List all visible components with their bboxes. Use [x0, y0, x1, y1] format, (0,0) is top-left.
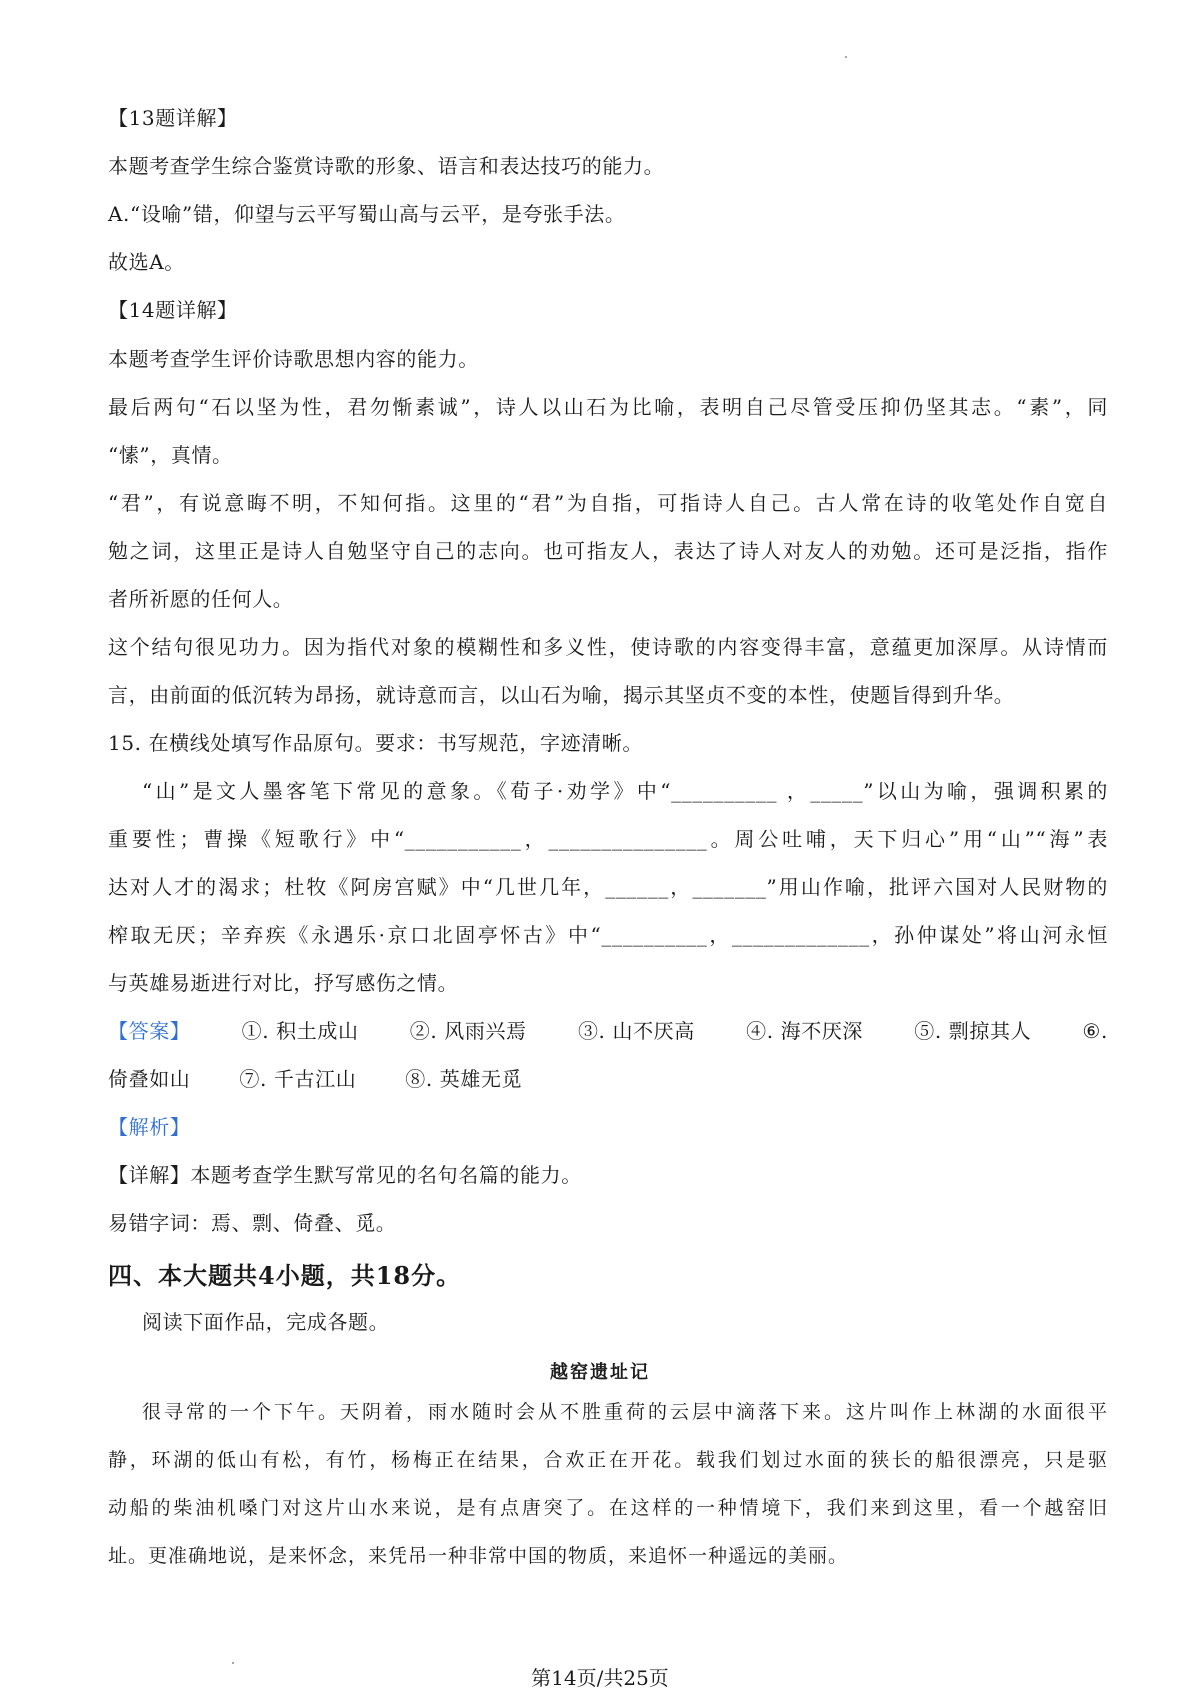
q14-line: 本题考查学生评价诗歌思想内容的能力。	[108, 347, 479, 371]
q14-line: 者所祈愿的任何人。	[108, 587, 294, 611]
q15-answer-row	[108, 1067, 1108, 1091]
q13-line: A.“设喻”错，仰望与云平写蜀山高与云平，是夸张手法。	[108, 202, 626, 226]
answer-item: 倚叠如山	[108, 1067, 191, 1091]
essay-line: 静，环湖的低山有松，有竹，杨梅正在结果，合欢正在开花。载我们划过水面的狭长的船很漂亮，只是驱	[108, 1449, 1108, 1471]
q14-line: 这个结句很见功力。因为指代对象的模糊性和多义性，使诗歌的内容变得丰富，意蕴更加深厚。从诗情而	[108, 635, 1108, 659]
q14-line: 最后两句“石以坚为性，君勿惭素诚”，诗人以山石为比喻，表明自己尽管受压抑仍坚其志。“素”，同	[108, 395, 1108, 419]
essay-line: 很寻常的一个下午。天阴着，雨水随时会从不胜重荷的云层中滴落下来。这片叫作上林湖的水面很平	[142, 1401, 1108, 1423]
q15-passage-line: 与英雄易逝进行对比，抒写感伤之情。	[108, 971, 459, 995]
q15-answer-row	[108, 1019, 1108, 1043]
q14-line: “愫”，真情。	[108, 443, 233, 467]
q15-passage-line: 达对人才的渴求；杜牧《阿房宫赋》中“几世几年，______，_______”用山作喻，批评六国对人民财物的	[108, 875, 1108, 899]
q15-typo-note: 易错字词：焉、剽、倚叠、觅。	[108, 1211, 397, 1235]
section-heading: 四、本大题共4小题，共18分。	[108, 1261, 462, 1290]
answer-label: 【答案】	[108, 1019, 191, 1043]
essay-title: 越窑遗址记	[550, 1362, 650, 1383]
q14-line: 勉之词，这里正是诗人自勉坚守自己的志向。也可指友人，表达了诗人对友人的劝勉。还可是泛指，指作	[108, 539, 1108, 563]
q13-line: 故选A。	[108, 250, 185, 274]
q15-passage-line: 榨取无厌；辛弃疾《永遇乐·京口北固亭怀古》中“__________，_____________，孙仲谋处”将山河永恒	[108, 923, 1108, 947]
answer-item: ①. 积土成山	[241, 1019, 359, 1043]
q15-detail: 【详解】本题考查学生默写常见的名句名篇的能力。	[108, 1163, 582, 1187]
answer-item: ⑦. 千古江山	[239, 1067, 357, 1091]
q13-heading: 【13题详解】	[108, 106, 238, 130]
section-instruction: 阅读下面作品，完成各题。	[142, 1310, 390, 1334]
answer-item: ④. 海不厌深	[746, 1019, 864, 1043]
q13-line: 本题考查学生综合鉴赏诗歌的形象、语言和表达技巧的能力。	[108, 154, 665, 178]
analysis-label: 【解析】	[108, 1115, 191, 1139]
q14-line: 言，由前面的低沉转为昂扬，就诗意而言，以山石为喻，揭示其坚贞不变的本性，使题旨得到升华。	[108, 683, 1015, 707]
answer-item: ⑧. 英雄无觅	[405, 1067, 523, 1091]
answer-item: ③. 山不厌高	[577, 1019, 695, 1043]
q15-stem: 15. 在横线处填写作品原句。要求：书写规范，字迹清晰。	[108, 731, 643, 755]
essay-line: 动船的柴油机嗓门对这片山水来说，是有点唐突了。在这样的一种情境下，我们来到这里，看一个越窑旧	[108, 1497, 1108, 1519]
q15-passage-line: “山”是文人墨客笔下常见的意象。《荀子·劝学》中“__________ ，_____”以山为喻，强调积累的	[142, 779, 1108, 803]
q14-heading: 【14题详解】	[108, 298, 238, 322]
q15-passage-line: 重要性；曹操《短歌行》中“___________，_______________。周公吐哺，天下归心”用“山”“海”表	[108, 827, 1108, 851]
answer-item: ⑥.	[1082, 1019, 1108, 1043]
scan-speck	[845, 56, 847, 58]
page-footer: 第14页/共25页	[531, 1666, 669, 1690]
answer-item: ②. 风雨兴焉	[409, 1019, 527, 1043]
answer-item: ⑤. 剽掠其人	[914, 1019, 1032, 1043]
essay-line: 址。更准确地说，是来怀念，来凭吊一种非常中国的物质，来追怀一种遥远的美丽。	[108, 1545, 849, 1567]
q14-line: “君”，有说意晦不明，不知何指。这里的“君”为自指，可指诗人自己。古人常在诗的收笔处作自宽自	[108, 491, 1108, 515]
